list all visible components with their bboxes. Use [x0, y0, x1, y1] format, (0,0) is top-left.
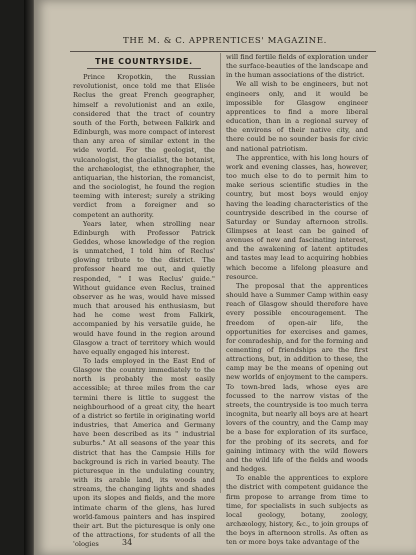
paragraph: Years later, when strolling near Edinburgh with Professor Patrick Geddes, whose knowledge of the region is unmatched, I told him of Reclus' glowing tribute to the district. The professor heard me out, and quietly responded, " I was Reclus' guide." Without guidance even Reclus, trained observer as he was, would have missed much that aroused his enthusiasm, but had he come west from Falkirk, accompanied by his versatile guide, he would have found in the region around Glasgow a tract of territory which would have equally engaged his interest. — [73, 219, 215, 356]
page-number: 34 — [122, 538, 133, 547]
magazine-page — [34, 0, 416, 555]
paragraph: will find fertile fields of exploration under the surface-beauties of the landscape and in the human associations of the district. — [226, 53, 368, 80]
paragraph: The proposal that the apprentices should have a Summer Camp within easy reach of Glasgow should therefore have every possible encouragement. The freedom of open-air life, the opportunities for exercises and games, for comradeship, and for the forming and cementing of friendships are the first attractions, but, in addition to these, the camp may be the means of opening out new worlds of enjoyment to the campers. To town-bred lads, whose eyes are focussed to the narrow vistas of the streets, the countryside is too much terra incognita, but nearly all boys are at heart lovers of the country, and the Camp may be a base for exploration of its surface, for the probing of its secrets, and for gaining intimacy with the wild flowers and the wild life of the fields and woods and hedges. — [226, 281, 368, 474]
paragraph: The apprentice, with his long hours of work and evening classes, has, however, too much else to do to permit him to make serious scientific studies in the country, but most boys would enjoy having the leading characteristics of the countryside described in the course of Saturday or Sunday afternoon strolls. Glimpses at least can be gained of avenues of new and fascinating interest, and the awakening of latent aptitudes and tastes may lead to acquiring hobbies which become a lifelong pleasure and resource. — [226, 153, 368, 281]
running-head: THE M. & C. APPRENTICES' MAGAZINE. — [123, 36, 327, 46]
column-divider — [220, 53, 221, 493]
paragraph: We all wish to be engineers, but not engineers only, and it would be impossible for Glasgow engineer apprentices to find a more liberal education, than in a regional survey of the environs of their native city, and there could be no sounder basis for civic and national patriotism. — [226, 80, 368, 153]
paragraph: To enable the apprentices to explore the district with competent guidance the firm propose to arrange from time to time, for specialists in such subjects as local geology, botany, zoology, archæology, history, &c., to join groups of the boys in afternoon strolls. As often as ten or more boys take advantage of the — [226, 474, 368, 547]
paragraph: To lads employed in the East End of Glasgow the country immediately to the north is probably the most easily accessible; at three miles from the car termini there is little to suggest the neighbourhood of a great city, the heart of a district so fertile in originating world industries, that America and Germany have been described as its " industrial suburbs." At all seasons of the year this district that has the Campsie Hills for background is rich in varied beauty. The picturesque in the undulating country, with its arable land, its woods and streams, the changing lights and shades upon its slopes and fields, and the more intimate charm of the glens, has lured world-famous painters and has inspired their art. But the picturesque is only one of the attractions, for students of all the 'ologies — [73, 357, 215, 549]
header-rule — [70, 51, 376, 52]
left-column — [73, 53, 215, 549]
right-column — [226, 53, 368, 547]
article-heading: THE COUNTRYSIDE. — [95, 57, 193, 66]
paragraph: Prince Kropotkin, the Russian revolutionist, once told me that Elisée Reclus the great French geographer, himself a revolutionist and an exile, considered that the tract of country south of the Forth, between Falkirk and Edinburgh, was more compact of interest than any area of similar extent in the wide world. For the geologist, the vulcanologist, the glacialist, the botanist, the archæologist, the ethnographer, the antiquarian, the historian, the romancist, and the sociologist, he found the region teeming with interest; surely a striking verdict from a foreigner and so competent an authority. — [73, 73, 215, 219]
heading-rule — [87, 68, 201, 69]
